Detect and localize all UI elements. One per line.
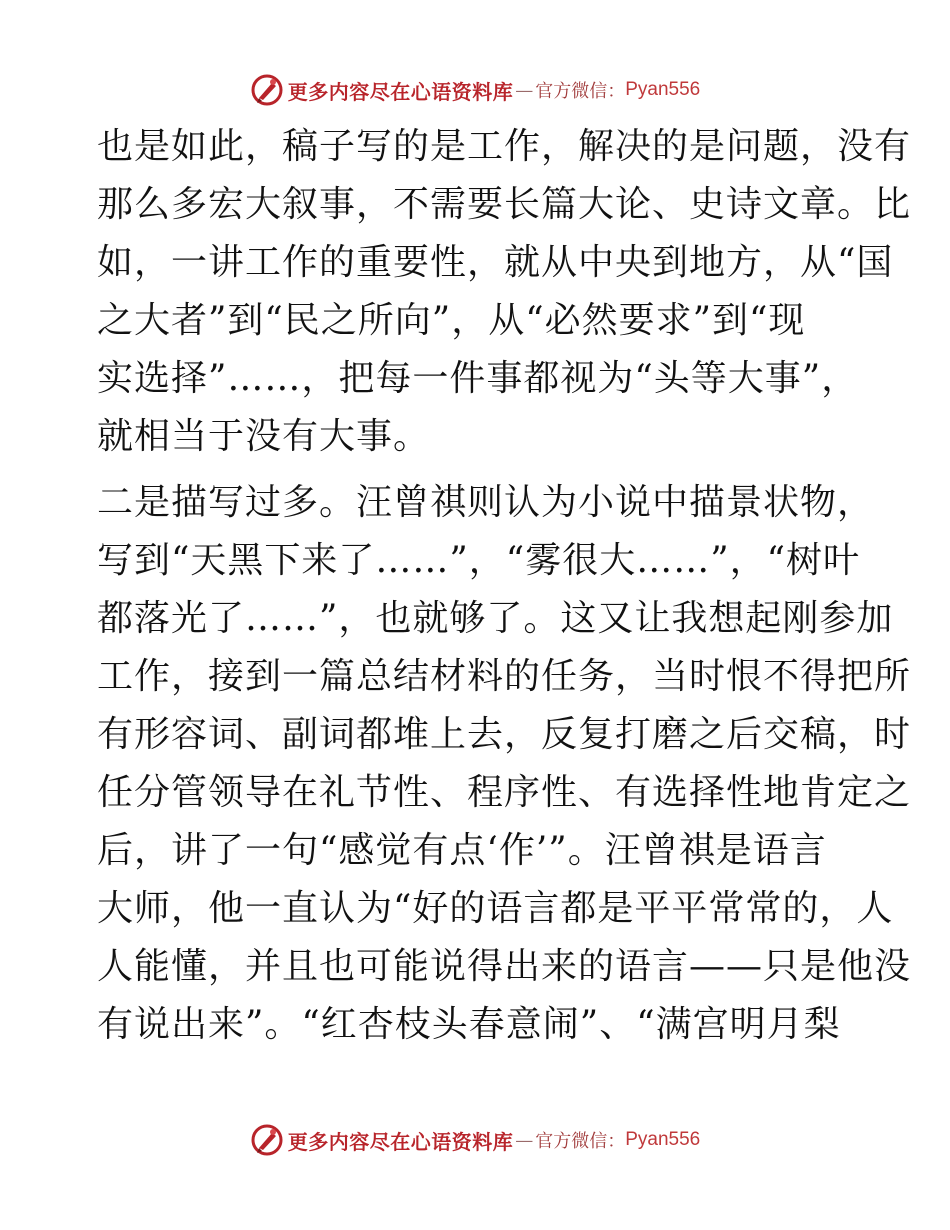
header-dash: — — [515, 79, 534, 101]
text-line: 大师，他一直认为“好的语言都是平平常常的，人 — [97, 888, 894, 929]
text-line: 就相当于没有大事。 — [97, 416, 431, 457]
paragraph-1 — [97, 118, 912, 466]
header-banner — [0, 70, 950, 110]
footer-dash: — — [515, 1129, 534, 1151]
text-line: 写到“天黑下来了……”，“雾很大……”，“树叶 — [97, 540, 861, 581]
document-body — [97, 118, 912, 1054]
paragraph-gap — [97, 466, 857, 474]
text-line: 也是如此，稿子写的是工作，解决的是问题，没有 — [97, 126, 912, 167]
text-line: 之大者”到“民之所向”，从“必然要求”到“现 — [97, 300, 806, 341]
pen-logo-icon — [250, 1123, 284, 1157]
pen-logo-icon — [250, 73, 284, 107]
text-line: 那么多宏大叙事，不需要长篇大论、史诗文章。比 — [97, 184, 912, 225]
text-line: 如，一讲工作的重要性，就从中央到地方，从“国 — [97, 242, 894, 283]
header-wechat-id: Pyan556 — [625, 79, 701, 100]
paragraph-2 — [97, 474, 912, 1054]
text-line: 任分管领导在礼节性、程序性、有选择性地肯定之 — [97, 772, 912, 813]
header-wechat-label: 官方微信： — [535, 81, 626, 102]
text-line: 有说出来”。“红杏枝头春意闹”、“满宫明月梨 — [97, 1004, 841, 1045]
footer-wechat-label: 官方微信： — [535, 1131, 626, 1152]
text-line: 工作，接到一篇总结材料的任务，当时恨不得把所 — [97, 656, 912, 697]
header-main-text: 更多内容尽在心语资料库 — [287, 79, 514, 104]
footer-main-text: 更多内容尽在心语资料库 — [287, 1129, 514, 1154]
text-line: 都落光了……”，也就够了。这又让我想起刚参加 — [97, 598, 894, 639]
footer-banner — [0, 1120, 950, 1160]
footer-wechat-id: Pyan556 — [625, 1129, 701, 1150]
text-line: 实选择”……，把每一件事都视为“头等大事”， — [97, 358, 859, 399]
text-line: 有形容词、副词都堆上去，反复打磨之后交稿，时 — [97, 714, 912, 755]
text-line: 人能懂，并且也可能说得出来的语言——只是他没 — [97, 946, 912, 987]
text-line: 后，讲了一句“感觉有点‘作’”。汪曾祺是语言 — [97, 830, 827, 871]
text-line: 二是描写过多。汪曾祺则认为小说中描景状物， — [97, 482, 875, 523]
